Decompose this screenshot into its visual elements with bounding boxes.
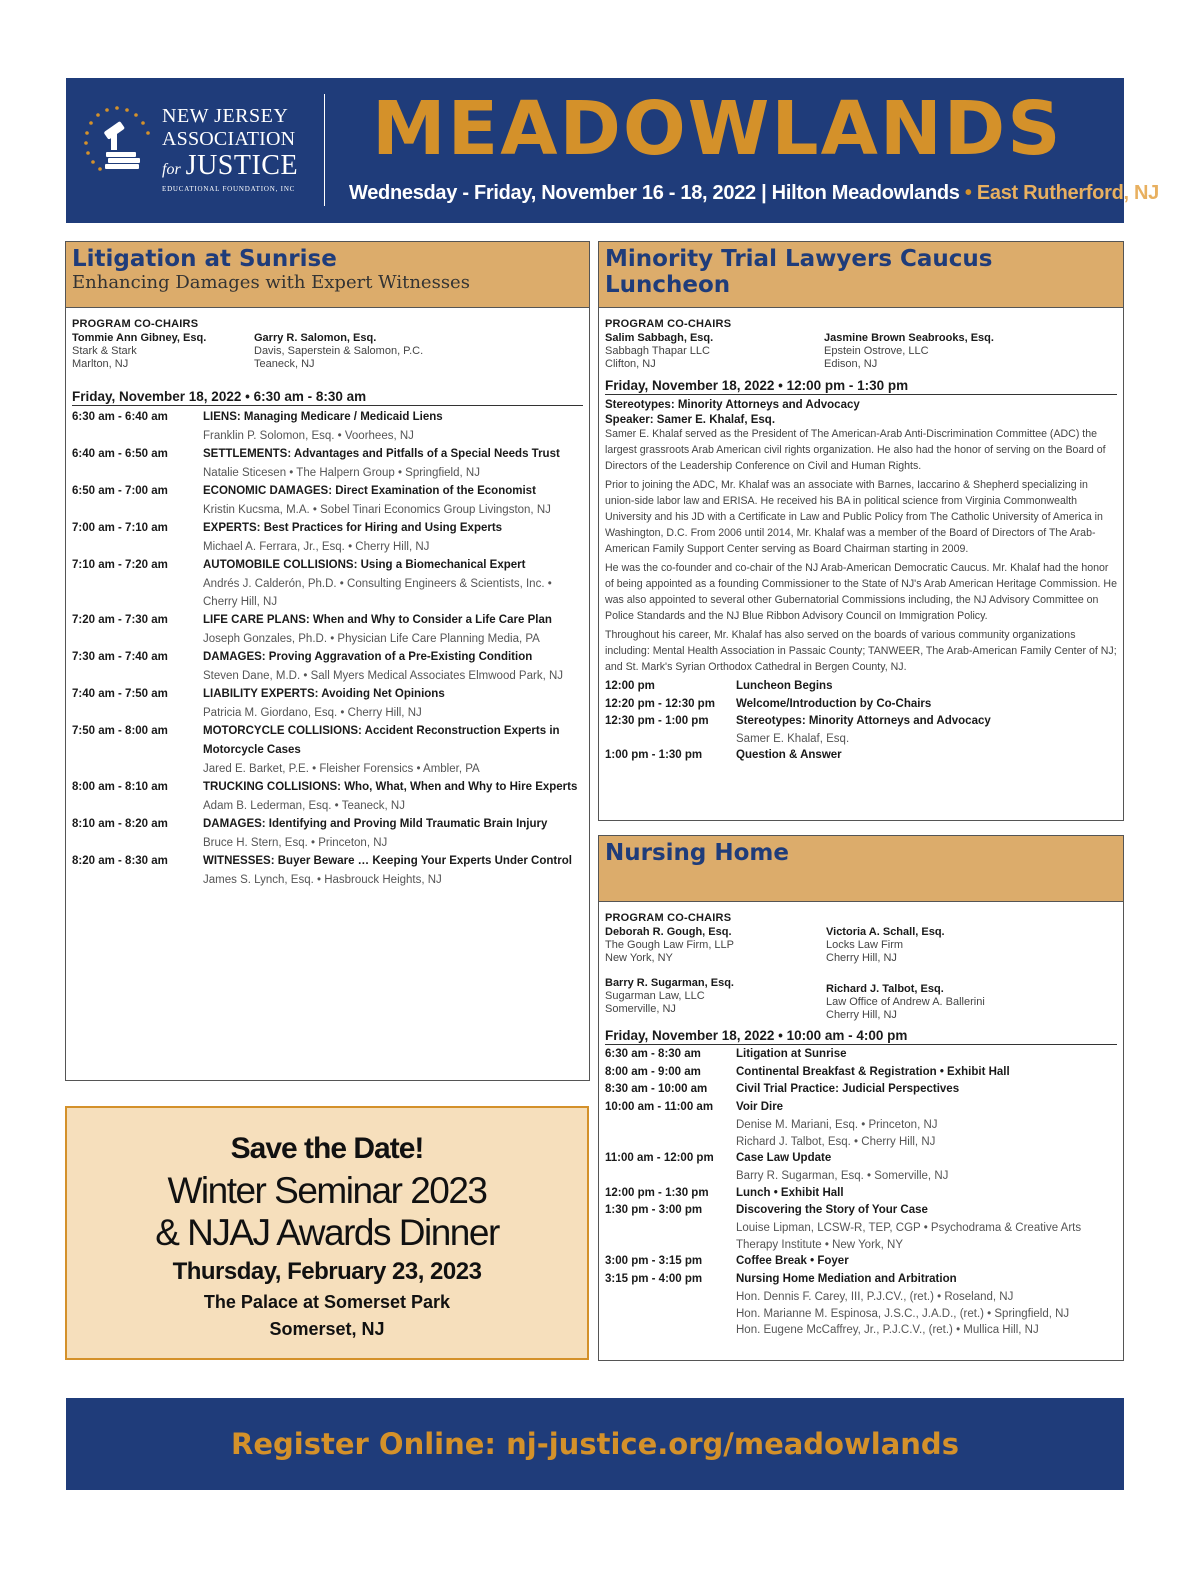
session-title: DAMAGES: Identifying and Proving Mild Traumatic Brain Injury — [203, 818, 548, 830]
schedule-row — [72, 778, 583, 815]
schedule-session — [203, 722, 583, 778]
session-title: Question & Answer — [736, 749, 842, 761]
speaker-line: Speaker: Samer E. Khalaf, Esq. — [605, 414, 776, 426]
cochair-location: New York, NY — [605, 952, 673, 964]
schedule-table — [605, 1046, 1117, 1339]
schedule-row — [72, 685, 583, 722]
panel-minority-trial-lawyers — [598, 241, 1124, 821]
schedule-session — [736, 696, 1117, 714]
schedule-session — [203, 815, 583, 852]
schedule-session — [203, 519, 583, 556]
schedule-session — [203, 611, 583, 648]
schedule-time: 6:50 am - 7:00 am — [72, 485, 168, 497]
session-title: Civil Trial Practice: Judicial Perspectives — [736, 1083, 960, 1096]
session-title: TRUCKING COLLISIONS: Who, What, When and Why to Hire Experts — [203, 781, 578, 793]
save-the-date-date: Thursday, February 23, 2023 — [172, 1258, 482, 1285]
session-title: Continental Breakfast & Registration • Exhibit Hall — [736, 1065, 1010, 1078]
panel-subtitle: Enhancing Damages with Expert Witnesses — [72, 272, 470, 294]
footer-banner — [66, 1398, 1124, 1490]
schedule-session — [736, 747, 1117, 765]
schedule-session — [736, 1271, 1117, 1339]
session-speaker: Franklin P. Solomon, Esq. • Voorhees, NJ — [203, 430, 414, 442]
cochair — [605, 332, 824, 371]
schedule-session — [736, 1253, 1117, 1271]
session-speaker: Adam B. Lederman, Esq. • Teaneck, NJ — [203, 800, 405, 812]
schedule-session — [736, 1185, 1117, 1203]
session-title: Nursing Home Mediation and Arbitration — [736, 1273, 957, 1286]
logo-for: for — [162, 161, 181, 178]
schedule-session — [736, 678, 1117, 696]
schedule-row — [605, 1202, 1117, 1253]
schedule-row — [605, 1253, 1117, 1271]
logo-line-4: EDUCATIONAL FOUNDATION, INC — [162, 185, 296, 193]
cochairs-list — [72, 332, 583, 371]
cochair — [826, 983, 985, 1022]
panel-title: Litigation at Sunrise — [72, 246, 337, 272]
schedule-session — [203, 445, 583, 482]
cochair-location: Somerville, NJ — [605, 1003, 676, 1015]
schedule-time: 8:00 am - 8:10 am — [72, 781, 168, 793]
session-speaker: Joseph Gonzales, Ph.D. • Physician Life Care Planning Media, PA — [203, 633, 540, 645]
schedule-row — [72, 815, 583, 852]
schedule-session — [203, 648, 583, 685]
cochair — [254, 332, 423, 371]
cochair-location: Clifton, NJ — [605, 358, 656, 370]
panel-header — [599, 836, 1123, 902]
cochair-org: Sabbagh Thapar LLC — [605, 345, 710, 357]
logo-line-3 — [162, 152, 298, 180]
logo-line-2: ASSOCIATION — [162, 128, 296, 150]
cochair-name: Garry R. Salomon, Esq. — [254, 332, 377, 344]
cochair-location: Edison, NJ — [824, 358, 878, 370]
panel-litigation-at-sunrise — [65, 241, 590, 1081]
session-title: MOTORCYCLE COLLISIONS: Accident Reconstruction Experts in Motorcycle Cases — [203, 725, 560, 756]
cochairs-column-right — [826, 926, 985, 1022]
header-divider — [324, 94, 325, 206]
session-title: LIENS: Managing Medicare / Medicaid Liens — [203, 411, 443, 423]
page-title: MEADOWLANDS — [372, 86, 1063, 172]
session-title: Voir Dire — [736, 1101, 784, 1114]
save-the-date-box — [65, 1106, 589, 1360]
cochair-name: Victoria A. Schall, Esq. — [826, 926, 945, 938]
schedule-time: 7:30 am - 7:40 am — [72, 651, 168, 663]
save-the-date-event-2: & NJAJ Awards Dinner — [155, 1212, 499, 1253]
schedule-time: 7:10 am - 7:20 am — [72, 559, 168, 571]
save-the-date-location: Somerset, NJ — [269, 1319, 385, 1339]
bio-paragraph: Throughout his career, Mr. Khalaf has also served on the boards of various community organizations including: Mental Health Association in Passaic County; TANWEER, The Arab-American Family Center of NJ; and St. Mark's Syrian Orthodox Cathedral in Bergen County, NJ. — [605, 629, 1117, 673]
session-speaker: Louise Lipman, LCSW-R, TEP, CGP • Psychodrama & Creative Arts Therapy Institute • New York, NY — [736, 1222, 1082, 1251]
cochairs-label: PROGRAM CO-CHAIRS — [605, 912, 732, 924]
cochair — [72, 332, 254, 371]
panel-title: Minority Trial Lawyers Caucus Luncheon — [605, 246, 993, 299]
cochairs-label: PROGRAM CO-CHAIRS — [605, 318, 732, 330]
scales-of-justice-icon — [78, 102, 156, 180]
schedule-row — [605, 1271, 1117, 1339]
session-title: Litigation at Sunrise — [736, 1048, 847, 1060]
cochair-org: Law Office of Andrew A. Ballerini — [826, 996, 985, 1008]
logo-line-1: NEW JERSEY — [162, 105, 289, 127]
session-title: LIFE CARE PLANS: When and Why to Consider a Life Care Plan — [203, 614, 552, 626]
cochair-name: Jasmine Brown Seabrooks, Esq. — [824, 332, 994, 344]
schedule-session — [736, 1150, 1117, 1184]
cochair-org: Sugarman Law, LLC — [605, 990, 705, 1002]
cochair-location: Teaneck, NJ — [254, 358, 315, 370]
schedule-row — [72, 408, 583, 445]
cochair-org: Davis, Saperstein & Salomon, P.C. — [254, 345, 424, 357]
schedule-row — [605, 678, 1117, 696]
session-speaker: Denise M. Mariani, Esq. • Princeton, NJ Richard J. Talbot, Esq. • Cherry Hill, NJ — [736, 1118, 938, 1148]
schedule-session — [736, 1081, 1117, 1099]
schedule-row — [605, 1046, 1117, 1064]
session-speaker: James S. Lynch, Esq. • Hasbrouck Heights, NJ — [203, 874, 442, 886]
schedule-session — [736, 1064, 1117, 1082]
session-title: Case Law Update — [736, 1152, 832, 1165]
schedule-session — [736, 1099, 1117, 1150]
session-title: DAMAGES: Proving Aggravation of a Pre-Existing Condition — [203, 651, 533, 663]
schedule-time: 3:15 pm - 4:00 pm — [605, 1273, 703, 1286]
schedule-row — [72, 445, 583, 482]
cochairs-list — [605, 332, 1117, 371]
session-title: LIABILITY EXPERTS: Avoiding Net Opinions — [203, 688, 445, 700]
schedule-row — [605, 1099, 1117, 1150]
cochair-org: Epstein Ostrove, LLC — [824, 345, 929, 357]
schedule-time: 8:00 am - 9:00 am — [605, 1065, 701, 1078]
schedule-session — [203, 482, 583, 519]
session-title: Coffee Break • Foyer — [736, 1255, 849, 1268]
session-title: AUTOMOBILE COLLISIONS: Using a Biomechanical Expert — [203, 559, 526, 571]
save-the-date-heading: Save the Date! — [230, 1132, 424, 1165]
bio-paragraph: He was the co-founder and co-chair of the NJ Arab-American Democratic Caucus. Mr. Khalaf had the honor of being appointed as a founding Commissioner to the State of NJ's Arab American Heritage Commission. He was also appointed to several other Gubernatorial Commissions including, the NJ Advisory Committee on Police Standards and the NJ Blue Ribbon Advisory Council on Immigration Policy. — [605, 562, 1117, 622]
speaker-bio — [605, 426, 1117, 675]
schedule-session — [736, 713, 1117, 747]
schedule-table — [605, 678, 1117, 765]
cochair-org: Locks Law Firm — [826, 939, 904, 951]
event-dates: Wednesday - Friday, November 16 - 18, 2022 | — [349, 182, 767, 204]
session-speaker: Barry R. Sugarman, Esq. • Somerville, NJ — [736, 1169, 949, 1182]
session-title: WITNESSES: Buyer Beware … Keeping Your Experts Under Control — [203, 855, 572, 867]
schedule-row — [72, 556, 583, 611]
cochair — [826, 926, 985, 965]
logo-justice: JUSTICE — [185, 150, 299, 181]
bio-paragraph: Samer E. Khalaf served as the President of The American-Arab Anti-Discrimination Committee (ADC) the largest grassroots Arab American civil rights organization. He also had the honor of serving on the Board of Directors of the Leadership Conference on Civil and Human Rights. — [605, 428, 1106, 472]
session-speaker: Michael A. Ferrara, Jr., Esq. • Cherry Hill, NJ — [203, 541, 430, 553]
schedule-row — [72, 648, 583, 685]
schedule-row — [605, 747, 1117, 765]
schedule-row — [72, 722, 583, 778]
cochair-name: Deborah R. Gough, Esq. — [605, 926, 732, 938]
session-speaker: Kristin Kucsma, M.A. • Sobel Tinari Economics Group Livingston, NJ — [203, 504, 551, 516]
schedule-time: 3:00 pm - 3:15 pm — [605, 1255, 703, 1268]
panel-header — [599, 242, 1123, 308]
session-speaker: Samer E. Khalaf, Esq. — [736, 732, 850, 745]
schedule-row — [72, 611, 583, 648]
schedule-time: 12:20 pm - 12:30 pm — [605, 697, 715, 710]
schedule-session — [203, 556, 583, 611]
cochair-name: Salim Sabbagh, Esq. — [605, 332, 714, 344]
schedule-time: 6:30 am - 6:40 am — [72, 411, 168, 423]
schedule-time: 8:20 am - 8:30 am — [72, 855, 168, 867]
schedule-row — [605, 1081, 1117, 1099]
event-city: East Rutherford, NJ — [976, 182, 1159, 204]
cochair-location: Cherry Hill, NJ — [826, 1009, 897, 1021]
session-title: Lunch • Exhibit Hall — [736, 1186, 844, 1199]
schedule-time: 1:00 pm - 1:30 pm — [605, 749, 703, 761]
schedule-time: 12:00 pm - 1:30 pm — [605, 1186, 709, 1199]
schedule-time: 6:30 am - 8:30 am — [605, 1048, 701, 1060]
session-title: EXPERTS: Best Practices for Hiring and Using Experts — [203, 522, 503, 534]
panel-nursing-home — [598, 835, 1124, 1361]
session-title: ECONOMIC DAMAGES: Direct Examination of the Economist — [203, 485, 536, 497]
schedule-time: 11:00 am - 12:00 pm — [605, 1152, 714, 1165]
schedule-session — [736, 1202, 1117, 1253]
session-title: Luncheon Begins — [736, 680, 833, 692]
schedule-session — [736, 1046, 1117, 1064]
schedule-session — [203, 778, 583, 815]
day-heading: Friday, November 18, 2022 • 12:00 pm - 1:30 pm — [605, 378, 1117, 395]
schedule-time: 7:20 am - 7:30 am — [72, 614, 168, 626]
save-the-date-venue: The Palace at Somerset Park — [203, 1292, 451, 1312]
session-title: SETTLEMENTS: Advantages and Pitfalls of a Special Needs Trust — [203, 448, 560, 460]
schedule-time: 7:00 am - 7:10 am — [72, 522, 168, 534]
cochair-location: Marlton, NJ — [72, 358, 129, 370]
event-bullet: • — [964, 182, 972, 204]
session-speaker: Patricia M. Giordano, Esq. • Cherry Hill, NJ — [203, 707, 422, 719]
schedule-time: 7:50 am - 8:00 am — [72, 725, 168, 737]
bio-paragraph: Prior to joining the ADC, Mr. Khalaf was an associate with Barnes, Iaccarino & Shepherd specializing in union-side labor law and ERISA. He received his BA in political science from Virginia Commonwealth University and his JD with a Certificate in Law and Public Policy from The Catholic University of America in Washington, D.C. From 2006 until 2014, Mr. Khalaf was a member of the Board of Directors of The Arab-American Family Support Center serving as Board Chairman starting in 2009. — [605, 479, 1103, 555]
schedule-time: 12:00 pm — [605, 680, 655, 692]
schedule-row — [605, 1185, 1117, 1203]
schedule-time: 12:30 pm - 1:00 pm — [605, 715, 709, 727]
session-speaker: Natalie Sticesen • The Halpern Group • Springfield, NJ — [203, 467, 480, 479]
cochair-org: Stark & Stark — [72, 345, 137, 357]
cochair-location: Cherry Hill, NJ — [826, 952, 897, 964]
session-speaker: Steven Dane, M.D. • Sall Myers Medical Associates Elmwood Park, NJ — [203, 670, 564, 682]
session-speaker: Bruce H. Stern, Esq. • Princeton, NJ — [203, 837, 388, 849]
schedule-row — [72, 482, 583, 519]
session-title: Stereotypes: Minority Attorneys and Advocacy — [736, 715, 991, 727]
cochair-name: Richard J. Talbot, Esq. — [826, 983, 944, 995]
schedule-table — [72, 408, 583, 889]
schedule-time: 1:30 pm - 3:00 pm — [605, 1204, 703, 1217]
schedule-time: 8:10 am - 8:20 am — [72, 818, 168, 830]
event-dates-location — [349, 182, 1159, 205]
register-online-link[interactable]: Register Online: nj-justice.org/meadowlands — [231, 1427, 959, 1461]
session-speaker: Hon. Dennis F. Carey, III, P.J.CV., (ret.) • Roseland, NJ Hon. Marianne M. Espinosa, J.S.C., J.A.D., (ret.) • Springfield, NJ Hon. Eugene McCaffrey, Jr., P.J.C.V., (ret.) • Mullica Hill, NJ — [736, 1290, 1070, 1337]
session-title: Discovering the Story of Your Case — [736, 1204, 928, 1217]
schedule-time: 7:40 am - 7:50 am — [72, 688, 168, 700]
cochair-org: The Gough Law Firm, LLP — [605, 939, 735, 951]
schedule-row — [72, 519, 583, 556]
cochair — [605, 977, 826, 1016]
event-hotel: Hilton Meadowlands — [771, 182, 960, 204]
schedule-row — [605, 1064, 1117, 1082]
schedule-time: 8:30 am - 10:00 am — [605, 1083, 708, 1096]
cochair-name: Barry R. Sugarman, Esq. — [605, 977, 734, 989]
cochair-name: Tommie Ann Gibney, Esq. — [72, 332, 207, 344]
schedule-session — [203, 685, 583, 722]
save-the-date-event: Winter Seminar 2023 — [167, 1170, 487, 1211]
schedule-session — [203, 852, 583, 889]
panel-title: Nursing Home — [605, 840, 789, 866]
cochair — [824, 332, 994, 371]
schedule-row — [605, 713, 1117, 747]
header-banner — [66, 78, 1159, 223]
cochair — [605, 926, 826, 965]
session-title: Welcome/Introduction by Co-Chairs — [736, 697, 932, 710]
schedule-row — [72, 852, 583, 889]
schedule-row — [605, 1150, 1117, 1184]
schedule-session — [203, 408, 583, 445]
session-title: Stereotypes: Minority Attorneys and Advocacy — [605, 399, 860, 411]
schedule-time: 10:00 am - 11:00 am — [605, 1101, 714, 1114]
day-heading: Friday, November 18, 2022 • 6:30 am - 8:30 am — [72, 389, 583, 406]
session-speaker: Andrés J. Calderón, Ph.D. • Consulting Engineers & Scientists, Inc. • Cherry Hill, NJ — [203, 578, 552, 608]
schedule-time: 6:40 am - 6:50 am — [72, 448, 168, 460]
cochairs-column-left — [605, 926, 826, 1022]
schedule-row — [605, 696, 1117, 714]
session-speaker: Jared E. Barket, P.E. • Fleisher Forensics • Ambler, PA — [203, 763, 480, 775]
cochairs-label: PROGRAM CO-CHAIRS — [72, 318, 199, 330]
njaj-logo[interactable] — [76, 92, 324, 204]
panel-header — [66, 242, 589, 308]
cochairs-list — [605, 926, 1117, 1022]
day-heading: Friday, November 18, 2022 • 10:00 am - 4:00 pm — [605, 1028, 1117, 1045]
